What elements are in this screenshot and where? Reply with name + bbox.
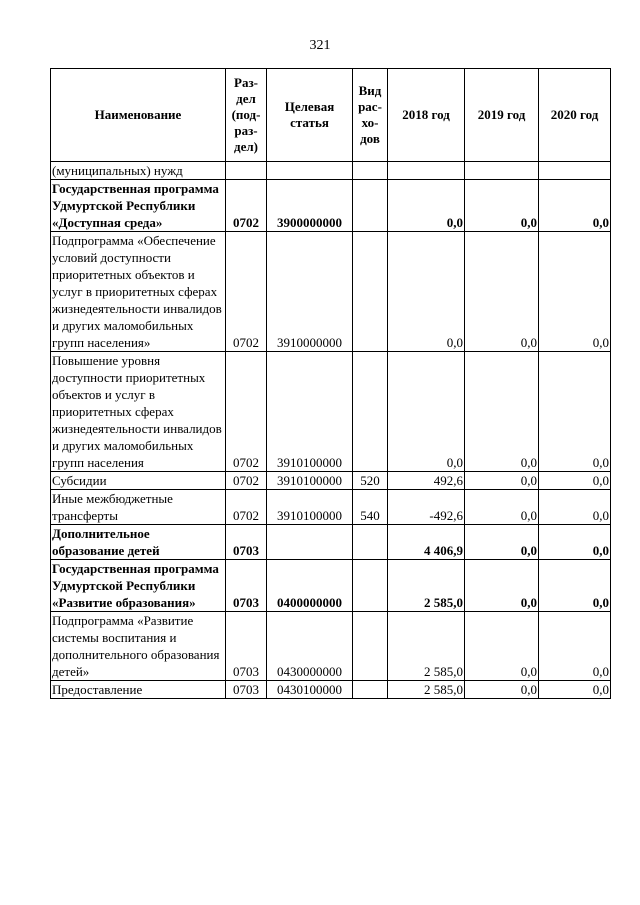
cell-2019: 0,0 [465,472,539,490]
header-section: Раз- дел (под- раз- дел) [226,69,267,162]
cell-target [267,162,353,180]
cell-2018 [388,162,465,180]
header-kind: Вид рас- хо- дов [353,69,388,162]
cell-kind [353,525,388,560]
cell-kind [353,560,388,612]
cell-kind [353,681,388,699]
table-row [51,180,611,232]
cell-2020: 0,0 [539,180,611,232]
cell-2019 [465,162,539,180]
cell-name: Предоставление [51,681,226,699]
cell-name: Подпрограмма «Обеспечение условий доступности приоритетных объектов и услуг в приоритетных сферах жизнедеятельности инвалидов и других маломобильных групп населения» [51,232,226,352]
cell-target: 0430100000 [267,681,353,699]
table-row [51,162,611,180]
cell-2019: 0,0 [465,525,539,560]
table-body [51,162,611,699]
cell-2018: 0,0 [388,180,465,232]
cell-section: 0702 [226,232,267,352]
cell-2018: 492,6 [388,472,465,490]
cell-2018: -492,6 [388,490,465,525]
cell-2018: 0,0 [388,352,465,472]
table-row [51,472,611,490]
cell-2020: 0,0 [539,232,611,352]
cell-name: Подпрограмма «Развитие системы воспитания и дополнительного образования детей» [51,612,226,681]
cell-name: Иные межбюджетные трансферты [51,490,226,525]
cell-target: 3910000000 [267,232,353,352]
cell-kind [353,612,388,681]
cell-kind: 540 [353,490,388,525]
table-row [51,352,611,472]
cell-section [226,162,267,180]
table-row [51,681,611,699]
cell-name: (муниципальных) нужд [51,162,226,180]
cell-2020: 0,0 [539,560,611,612]
cell-target: 0400000000 [267,560,353,612]
cell-2019: 0,0 [465,352,539,472]
header-name: Наименование [51,69,226,162]
budget-table [50,68,611,699]
header-2020: 2020 год [539,69,611,162]
cell-section: 0703 [226,560,267,612]
cell-kind [353,352,388,472]
cell-kind: 520 [353,472,388,490]
cell-name: Государственная программа Удмуртской Республики «Развитие образования» [51,560,226,612]
cell-2019: 0,0 [465,612,539,681]
cell-name: Повышение уровня доступности приоритетных объектов и услуг в приоритетных сферах жизнедеятельности инвалидов и других маломобильных групп населения [51,352,226,472]
header-2019: 2019 год [465,69,539,162]
cell-kind [353,232,388,352]
cell-2020: 0,0 [539,681,611,699]
cell-2020 [539,162,611,180]
cell-name: Государственная программа Удмуртской Республики «Доступная среда» [51,180,226,232]
cell-2019: 0,0 [465,232,539,352]
table-row [51,525,611,560]
table-row [51,490,611,525]
cell-section: 0703 [226,525,267,560]
cell-2020: 0,0 [539,352,611,472]
cell-kind [353,162,388,180]
cell-section: 0702 [226,352,267,472]
cell-2018: 2 585,0 [388,560,465,612]
cell-section: 0703 [226,681,267,699]
cell-section: 0702 [226,180,267,232]
cell-name: Дополнительное образование детей [51,525,226,560]
cell-target: 3910100000 [267,490,353,525]
header-target: Целевая статья [267,69,353,162]
table-row [51,560,611,612]
cell-target: 3910100000 [267,472,353,490]
cell-2019: 0,0 [465,560,539,612]
cell-2020: 0,0 [539,472,611,490]
cell-2019: 0,0 [465,490,539,525]
cell-2018: 2 585,0 [388,612,465,681]
cell-2020: 0,0 [539,525,611,560]
cell-target: 3900000000 [267,180,353,232]
cell-name: Субсидии [51,472,226,490]
cell-section: 0702 [226,472,267,490]
page-number: 321 [309,38,331,53]
table-row [51,612,611,681]
header-row [51,69,611,162]
table-row [51,232,611,352]
cell-2019: 0,0 [465,180,539,232]
cell-2020: 0,0 [539,490,611,525]
cell-section: 0702 [226,490,267,525]
cell-2018: 0,0 [388,232,465,352]
cell-2019: 0,0 [465,681,539,699]
cell-2018: 2 585,0 [388,681,465,699]
cell-section: 0703 [226,612,267,681]
cell-2020: 0,0 [539,612,611,681]
cell-target: 3910100000 [267,352,353,472]
header-2018: 2018 год [388,69,465,162]
cell-kind [353,180,388,232]
cell-target: 0430000000 [267,612,353,681]
cell-2018: 4 406,9 [388,525,465,560]
cell-target [267,525,353,560]
